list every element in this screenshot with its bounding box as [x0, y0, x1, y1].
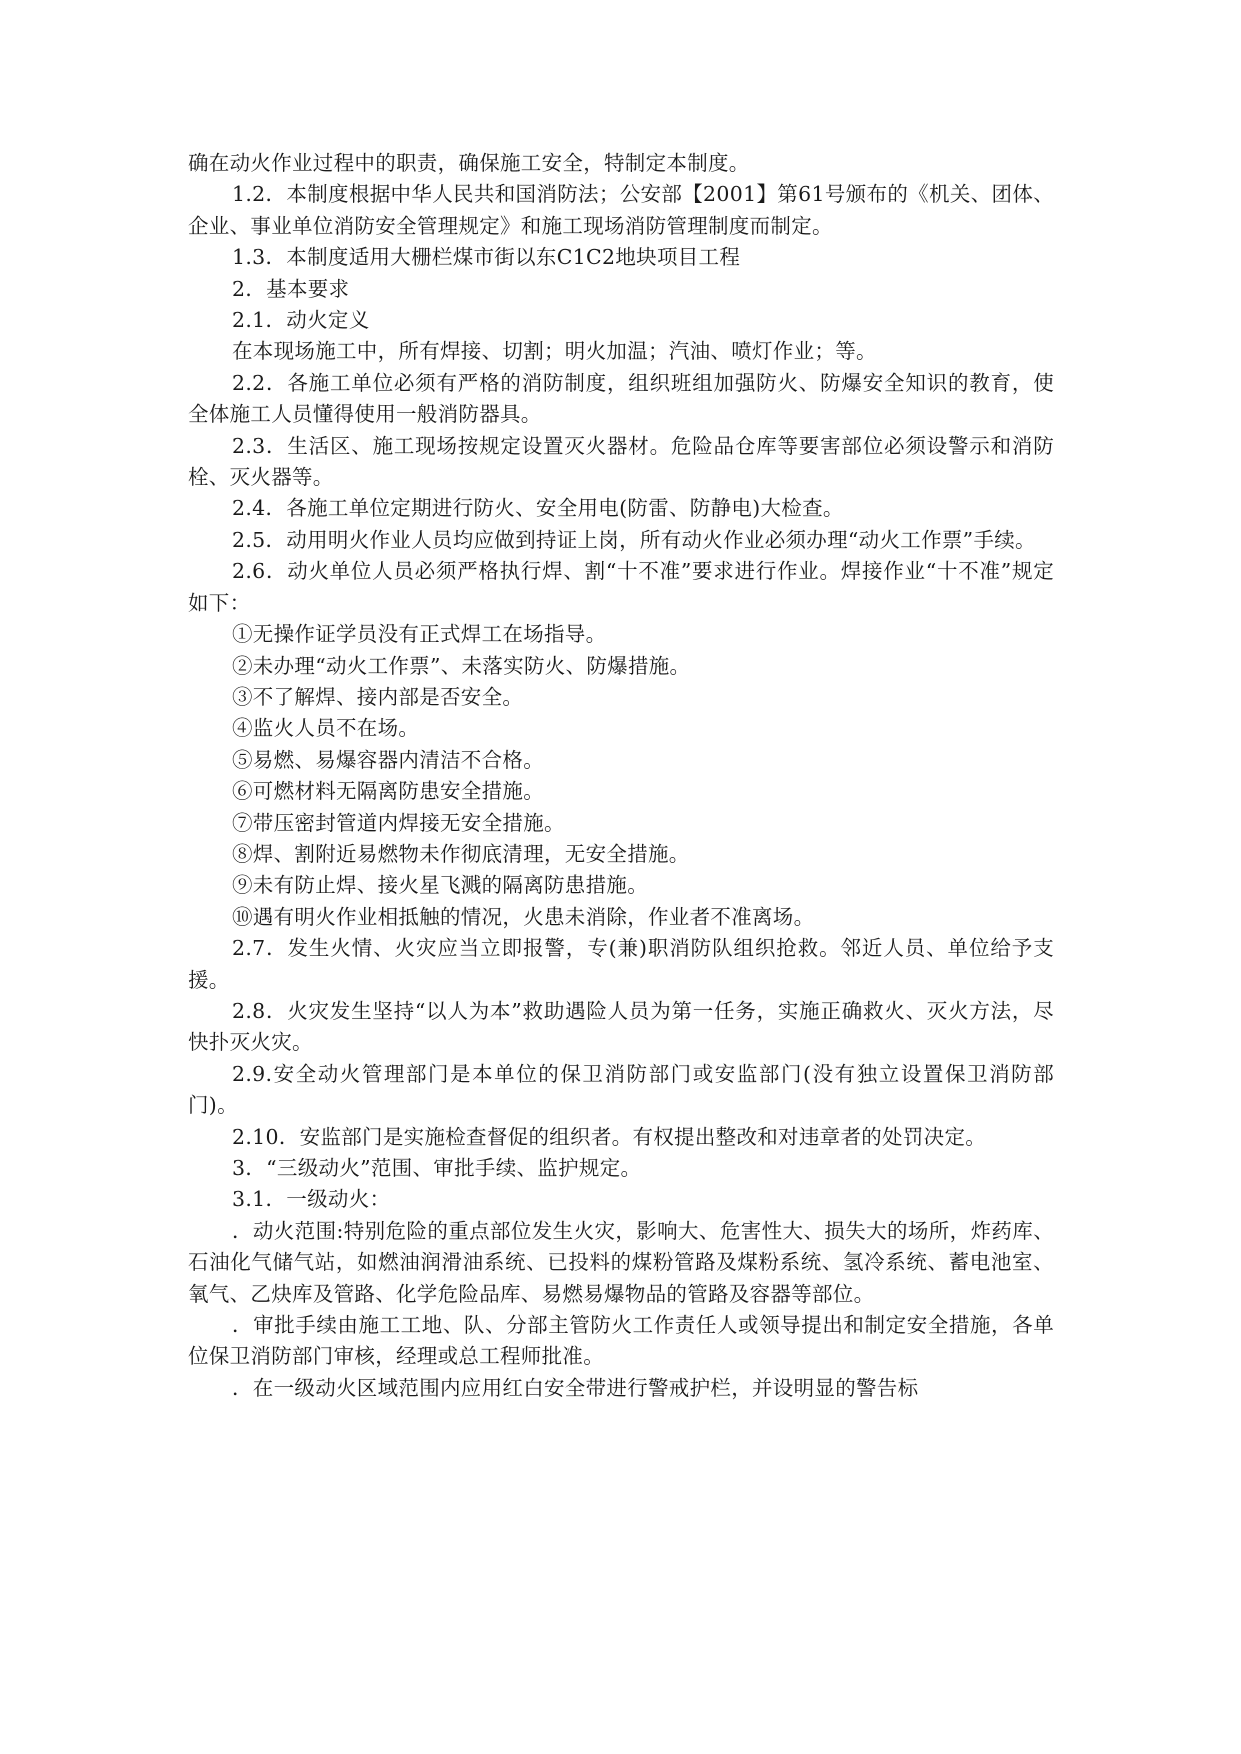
- paragraph-9: 2.5．动用明火作业人员均应做到持证上岗，所有动火作业必须办理“动火工作票”手续。: [232, 527, 1036, 552]
- list-item-1: ①无操作证学员没有正式焊工在场指导。: [232, 622, 607, 647]
- section-heading-3: 3．“三级动火”范围、审批手续、监护规定。: [232, 1156, 642, 1180]
- list-item-2: ②未办理“动火工作票”、未落实防火、防爆措施。: [232, 653, 691, 678]
- list-item-8: ⑧焊、割附近易燃物未作彻底清理，无安全措施。: [232, 841, 690, 866]
- list-item-4: ④监火人员不在场。: [232, 716, 420, 741]
- paragraph-1: 1.2．本制度根据中华人民共和国消防法；公安部【2001】第61号颁布的《机关、团体、企业、事业单位消防安全管理规定》和施工现场消防管理制度而制定。: [188, 182, 1054, 238]
- list-item-6: ⑥可燃材料无隔离防患安全措施。: [232, 779, 544, 804]
- list-item-7: ⑦带压密封管道内焊接无安全措施。: [232, 810, 565, 835]
- paragraph-27: ．动火范围:特别危险的重点部位发生火灾，影响大、危害性大、损失大的场所，炸药库、石油化气储气站，如燃油润滑油系统、已投料的煤粉管路及煤粉系统、氢冷系统、蓄电池室、氧气、乙炔库及管路、化学危险品库、易燃易爆物品的管路及容器等部位。: [188, 1218, 1054, 1306]
- list-item-10: ⑩遇有明火作业相抵触的情况，火患未消除，作业者不准离场。: [232, 904, 815, 929]
- paragraph-8: 2.4．各施工单位定期进行防火、安全用电(防雷、防静电)大检查。: [232, 496, 844, 521]
- paragraph-4: 2.1．动火定义: [232, 308, 370, 333]
- paragraph-22: 2.8．火灾发生坚持“以人为本”救助遇险人员为第一任务，实施正确救火、灭火方法，尽快扑灭火灾。: [188, 998, 1054, 1055]
- paragraph-29: ．在一级动火区域范围内应用红白安全带进行警戒护栏，并设明显的警告标: [232, 1375, 919, 1400]
- paragraph-23: 2.9.安全动火管理部门是本单位的保卫消防部门或安监部门(没有独立设置保卫消防部门)。: [188, 1061, 1054, 1118]
- document-body: [188, 148, 1054, 1404]
- paragraph-28: ．审批手续由施工工地、队、分部主管防火工作责任人或领导提出和制定安全措施，各单位保卫消防部门审核，经理或总工程师批准。: [188, 1313, 1054, 1369]
- paragraph-5: 在本现场施工中，所有焊接、切割；明火加温；汽油、喷灯作业；等。: [232, 339, 877, 364]
- paragraph-21: 2.7．发生火情、火灾应当立即报警，专(兼)职消防队组织抢救。邻近人员、单位给予支援。: [188, 936, 1054, 992]
- paragraph-7: 2.3．生活区、施工现场按规定设置灭火器材。危险品仓库等要害部位必须设警示和消防栓、灭火器等。: [188, 433, 1054, 490]
- paragraph-10: 2.6．动火单位人员必须严格执行焊、割“十不准”要求进行作业。焊接作业“十不准”规定如下：: [188, 559, 1054, 615]
- list-item-5: ⑤易燃、易爆容器内清洁不合格。: [232, 747, 544, 772]
- list-item-3: ③不了解焊、接内部是否安全。: [232, 684, 524, 709]
- paragraph-6: 2.2．各施工单位必须有严格的消防制度，组织班组加强防火、防爆安全知识的教育，使全体施工人员懂得使用一般消防器具。: [188, 370, 1054, 427]
- paragraph-0: 确在动火作业过程中的职责，确保施工安全，特制定本制度。: [188, 151, 750, 175]
- paragraph-2: 1.3．本制度适用大栅栏煤市街以东C1C2地块项目工程: [232, 245, 741, 270]
- paragraph-3: 2．基本要求: [232, 276, 350, 301]
- list-item-9: ⑨未有防止焊、接火星飞溅的隔离防患措施。: [232, 873, 648, 898]
- subsection-heading-3-1: 3.1．一级动火：: [232, 1187, 391, 1212]
- paragraph-24: 2.10．安监部门是实施检查督促的组织者。有权提出整改和对违章者的处罚决定。: [232, 1124, 987, 1149]
